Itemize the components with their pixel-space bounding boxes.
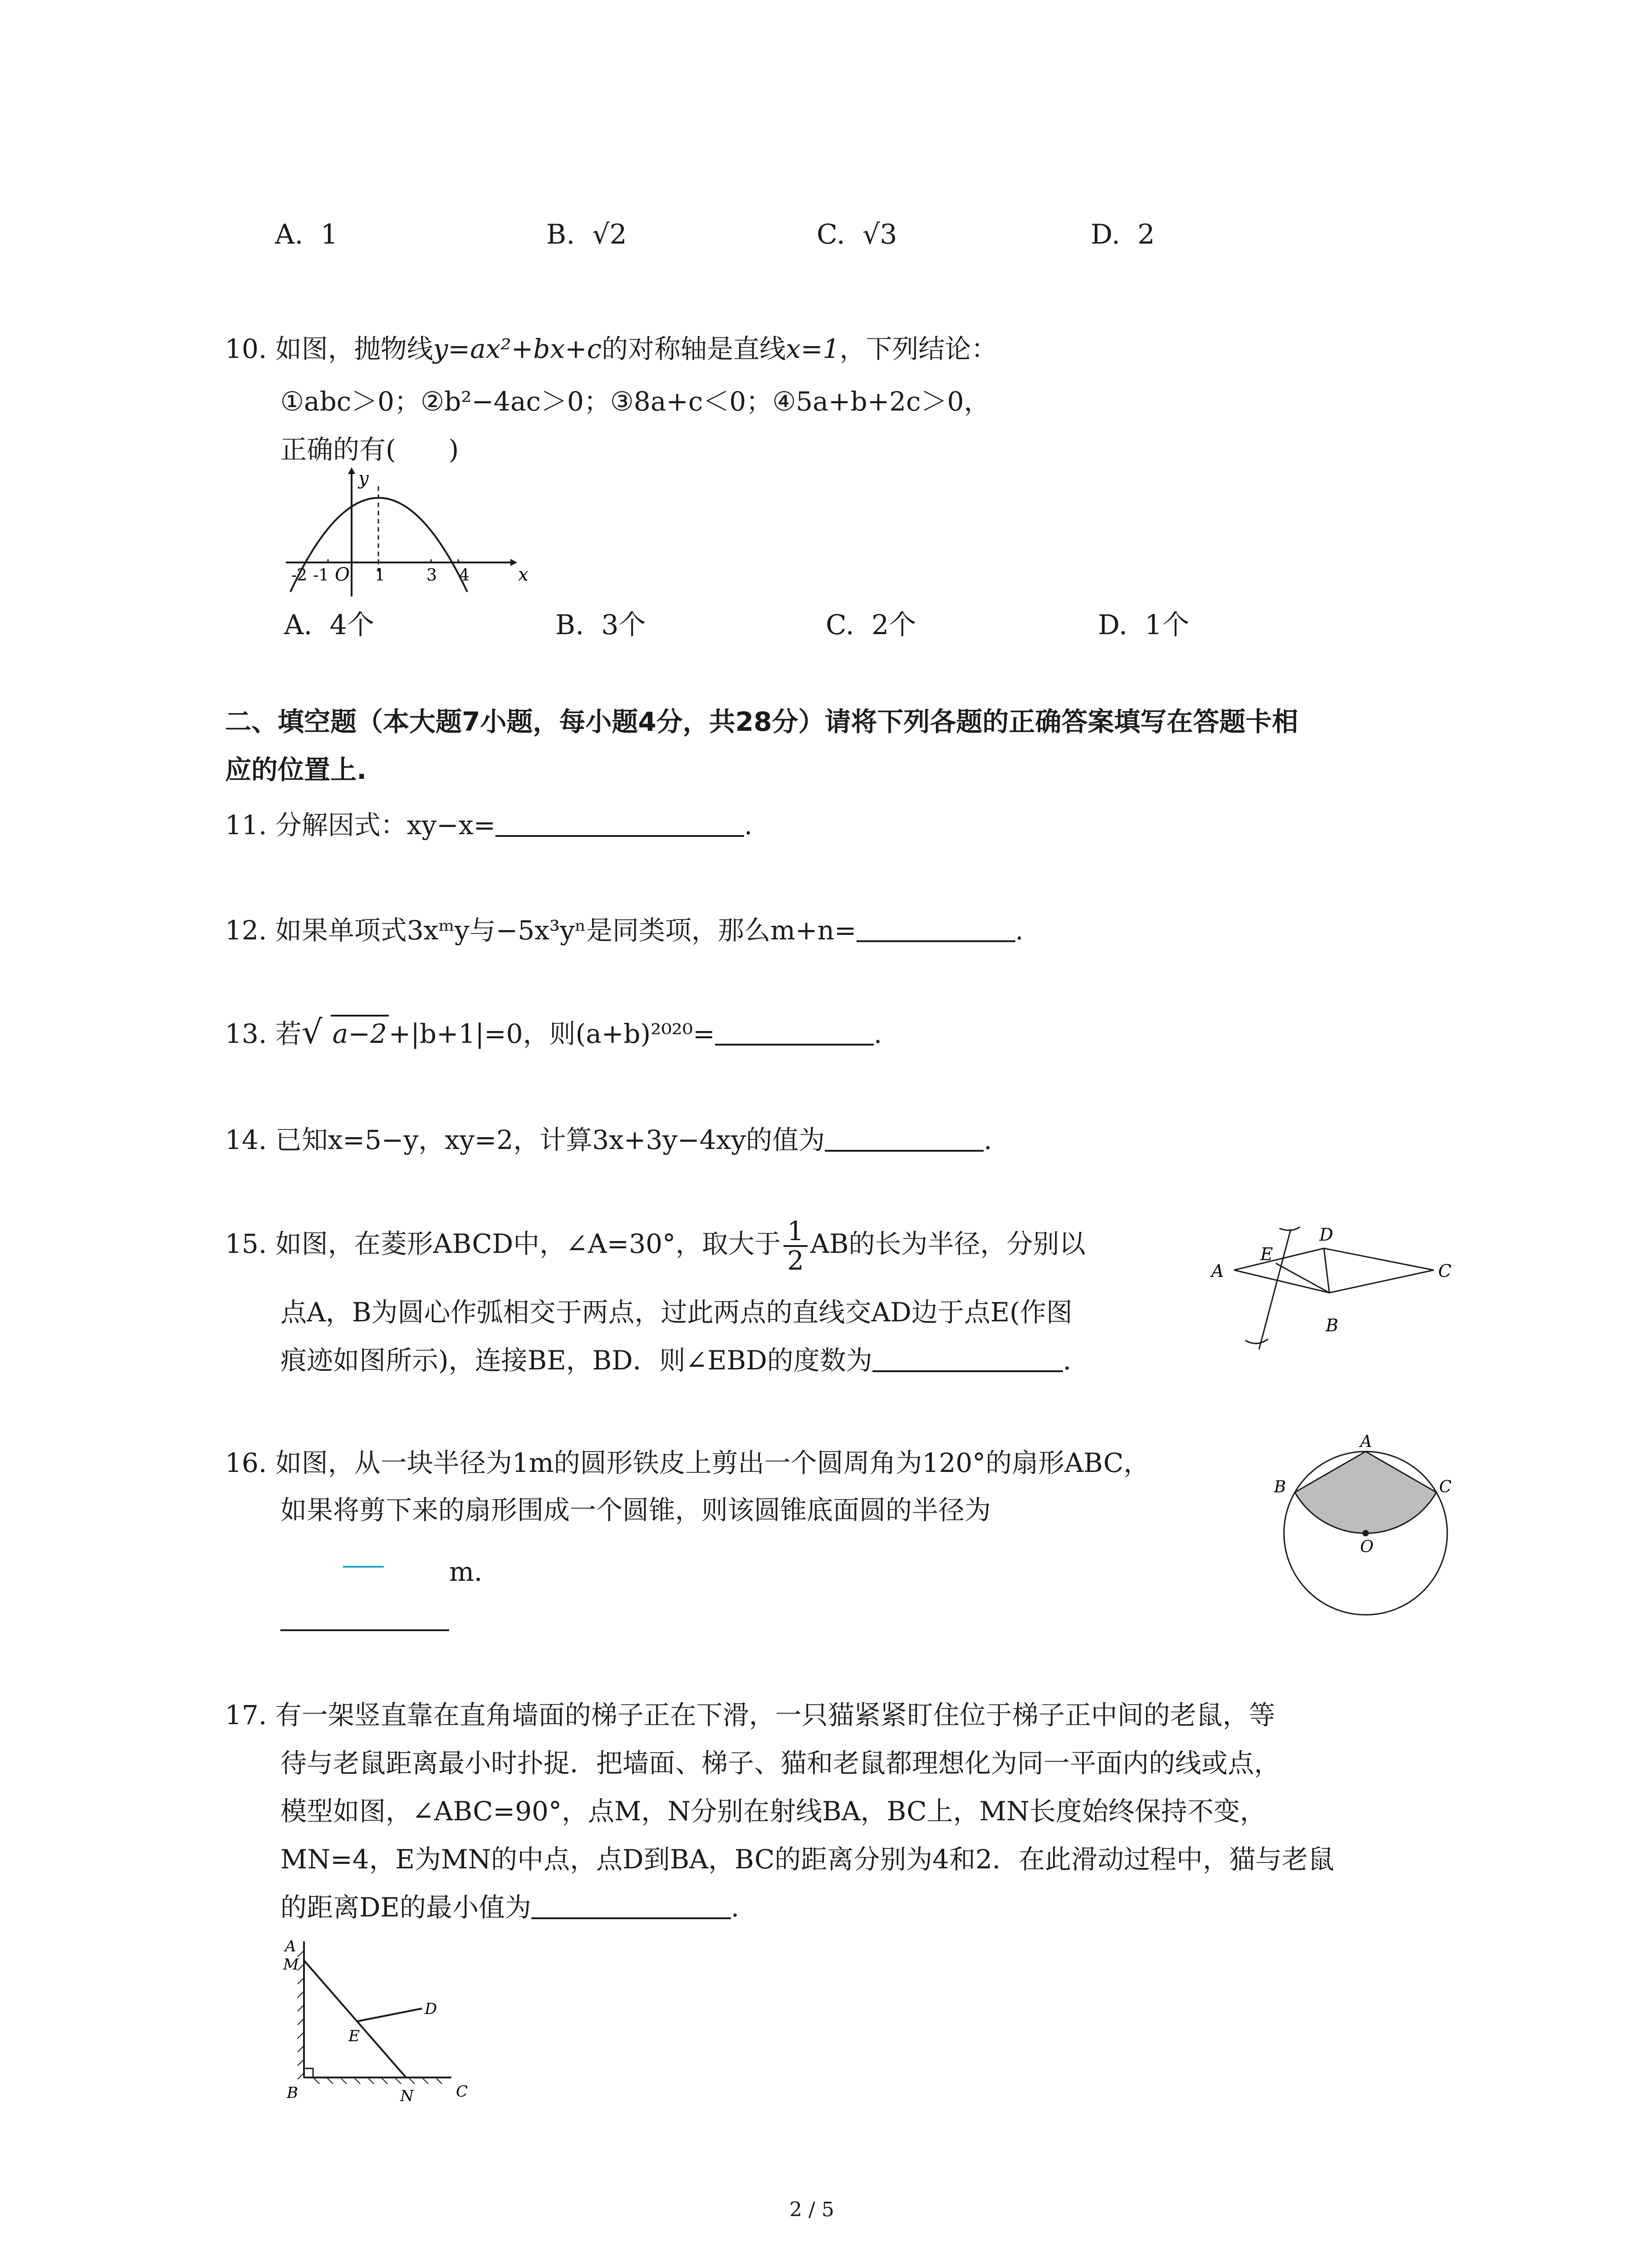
sqrt-expression: √ a−2 [302,1018,389,1049]
q16-line1: 16. 如图，从一块半径为1m的圆形铁皮上剪出一个圆周角为120°的扇形ABC， [225,1447,1150,1478]
fig-label-c: C [456,2082,468,2101]
q10-parabola-graph [281,467,535,599]
fig-label-b: B [287,2084,298,2102]
graph-origin-label: O [335,564,350,585]
q15-line2: 点A，B为圆心作弧相交于两点，过此两点的直线交AD边于点E(作图 [280,1297,1073,1328]
q17-line3: 模型如图，∠ABC=90°，点M，N分别在射线BA，BC上，MN长度始终保持不变， [280,1796,1266,1827]
q17-ladder-figure [272,1932,490,2123]
answer-blank[interactable] [715,1018,874,1046]
q15-line3: 痕迹如图所示)，连接BE，BD．则∠EBD的度数为 . [280,1345,1072,1376]
answer-blank[interactable] [495,810,744,837]
q9-option-d: D. 2 [1091,219,1155,250]
q9-option-b: B. √2 [546,219,627,250]
q10-ask: 正确的有( ) [280,434,459,465]
fig-label-c: C [1439,1478,1452,1496]
graph-x-label: x [518,564,529,585]
q16-line2: 如果将剪下来的扇形围成一个圆锥，则该圆锥底面圆的半径为 [280,1495,991,1525]
q16-unit: m． [449,1556,500,1587]
q17-line5: 的距离DE的最小值为 . [280,1892,740,1923]
answer-blank[interactable] [531,1892,731,1919]
fig-label-e: E [348,2027,360,2045]
q10-option-b: B. 3个 [555,609,646,641]
fig-label-d: D [1319,1225,1333,1245]
section-2-header-line1: 二、填空题（本大题7小题，每小题4分，共28分）请将下列各题的正确答案填写在答题卡相 [225,706,1298,737]
q9-option-a: A. 1 [275,219,338,250]
answer-blank[interactable] [825,1124,984,1152]
graph-tick-label: -1 [313,566,329,585]
fig-label-b: B [1326,1315,1338,1335]
fig-label-c: C [1438,1261,1452,1281]
q10-conclusions: ①abc＞0；②b²−4ac＞0；③8a+c＜0；④5a+b+2c＞0， [280,386,990,417]
q17-line2: 待与老鼠距离最小时扑捉．把墙面、梯子、猫和老鼠都理想化为同一平面内的线或点， [280,1748,1281,1779]
q11: 11. 分解因式：xy−x= . [225,810,753,841]
fig-label-a: A [1360,1432,1372,1451]
fig-label-o: O [1360,1538,1374,1556]
q10-option-c: C. 2个 [826,609,916,641]
graph-tick-label: 1 [375,566,385,585]
fig-label-d: D [425,2000,437,2018]
section-2-header-line2: 应的位置上. [225,754,367,785]
q10-option-d: D. 1个 [1098,609,1190,641]
q16-sector-figure [1270,1429,1461,1619]
answer-blank[interactable] [872,1345,1063,1372]
q13: 13. 若 √ a−2+|b+1|=0，则(a+b)²⁰²⁰= . [225,1013,882,1051]
q15-line1: 15. 如图，在菱形ABCD中，∠A=30°，取大于 $\frac{1}{2}$ AB的长为半径，分别以 [225,1216,1086,1276]
q17-line1: 17. 有一架竖直靠在直角墙面的梯子正在下滑，一只猫紧紧盯住位于梯子正中间的老鼠，等 [225,1700,1275,1730]
q17-line4: MN=4，E为MN的中点，点D到BA，BC的距离分别为4和2．在此滑动过程中，猫与老鼠 [280,1844,1335,1875]
question-number: 10. [225,333,267,364]
answer-blank[interactable] [857,915,1015,942]
q12: 12. 如果单项式3xᵐy与−5x³yⁿ是同类项，那么m+n= . [225,915,1024,946]
graph-tick-label: 4 [459,566,470,585]
answer-blank[interactable] [280,1629,449,1631]
q10-stem: 10. 如图，抛物线y=ax²+bx+c的对称轴是直线x=1，下列结论： [225,333,998,364]
q14: 14. 已知x=5−y，xy=2，计算3x+3y−4xy的值为 . [225,1124,992,1155]
graph-y-label: y [358,468,369,489]
q10-option-a: A. 4个 [284,609,374,641]
fig-label-e: E [1260,1244,1273,1264]
q15-rhombus-figure [1207,1220,1465,1356]
fig-label-b: B [1274,1478,1286,1496]
graph-tick-label: -2 [291,566,308,585]
fig-label-n: N [400,2087,414,2105]
fig-label-m: M [283,1955,299,1974]
fig-label-a: A [285,1937,296,1955]
graph-tick-label: 3 [426,566,437,585]
fraction-one-half: $\frac{1}{2}$ [784,1217,808,1275]
q9-option-c: C. √3 [817,219,897,250]
fig-label-a: A [1211,1261,1224,1281]
cyan-fraction-bar [343,1566,384,1568]
page-number: 2 / 5 [789,2198,834,2221]
